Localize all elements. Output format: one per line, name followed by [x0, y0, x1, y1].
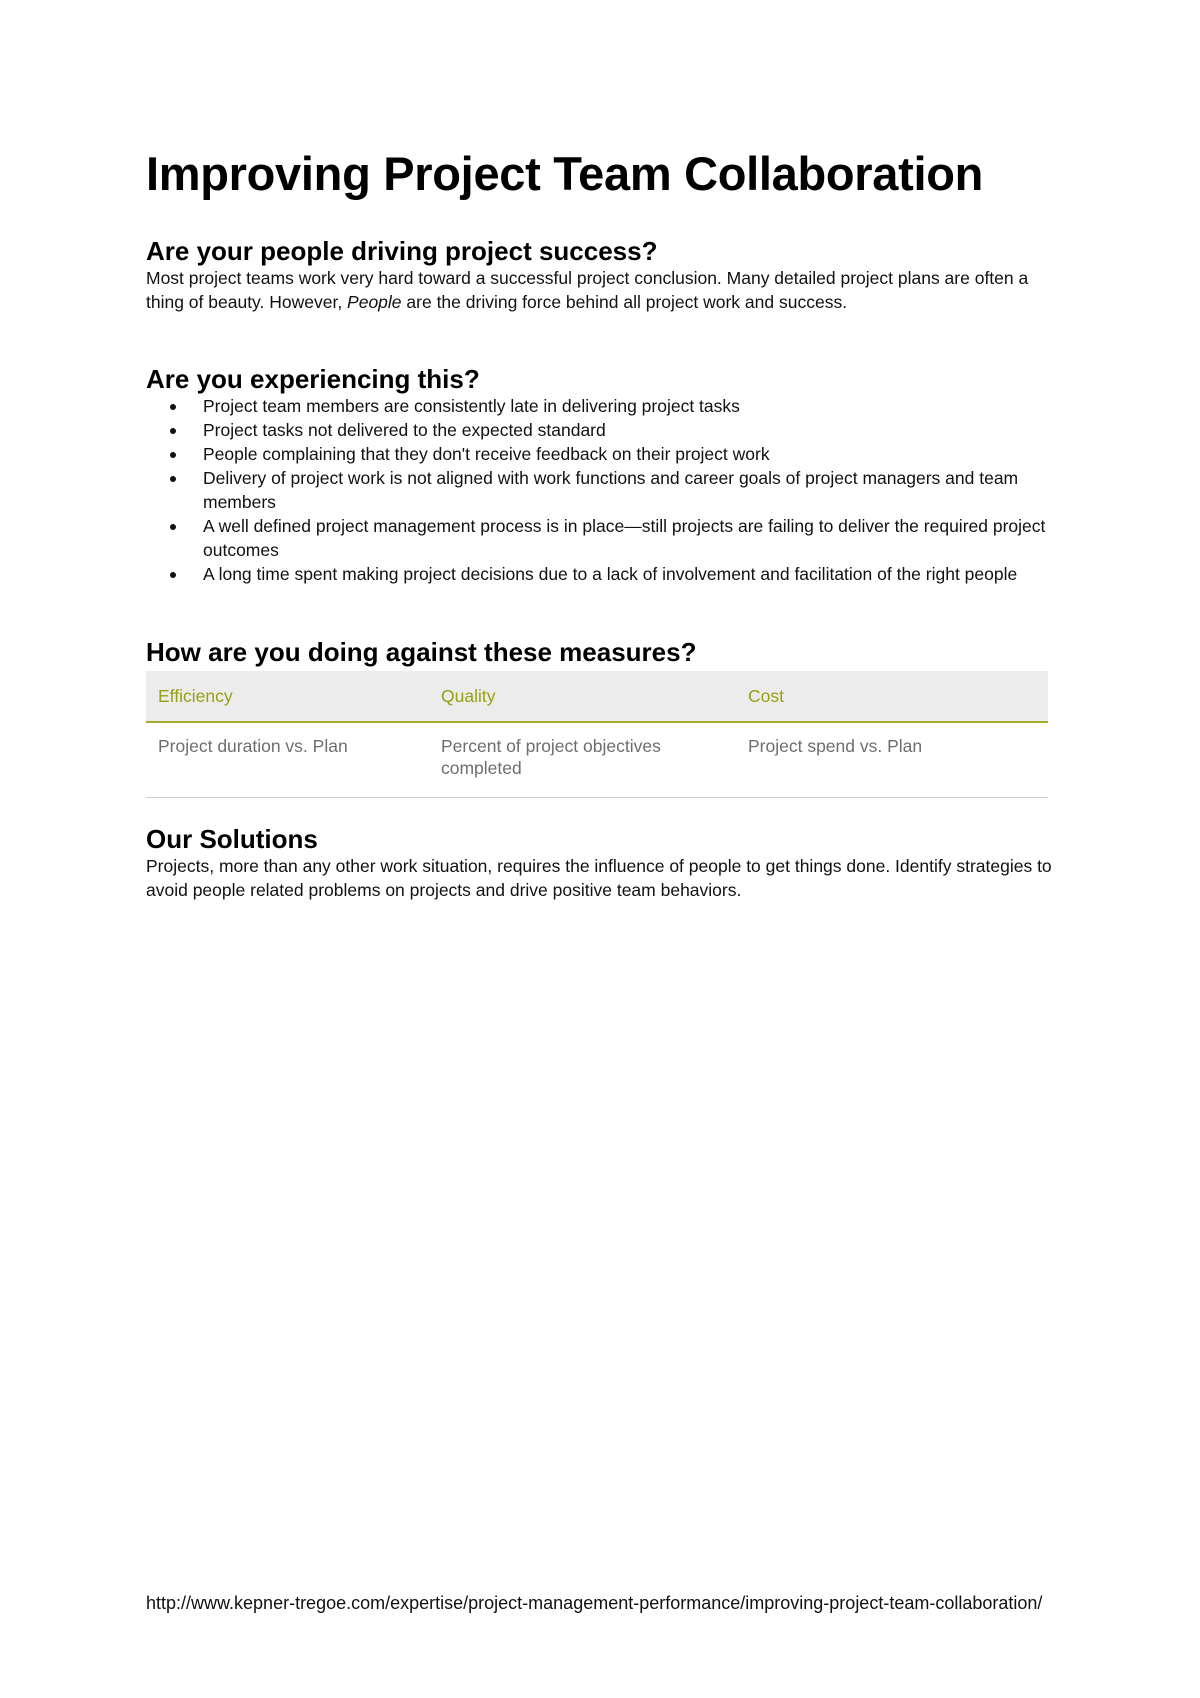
section-heading-measures: How are you doing against these measures?	[146, 637, 697, 667]
page-title: Improving Project Team Collaboration	[146, 147, 984, 200]
bullet-icon	[170, 524, 176, 530]
section-heading-solutions: Our Solutions	[146, 824, 318, 854]
bullet-icon	[170, 428, 176, 434]
column-header-quality: Quality	[429, 671, 736, 722]
column-header-cost: Cost	[736, 671, 1048, 722]
section-experiencing	[146, 364, 1066, 586]
section-heading-success: Are your people driving project success?	[146, 236, 658, 266]
measures-table	[146, 671, 1048, 798]
success-text-end: are the driving force behind all project work and success.	[401, 292, 848, 312]
section-heading-experiencing: Are you experiencing this?	[146, 364, 480, 394]
table-header-row	[146, 671, 1048, 722]
section-solutions	[146, 824, 1066, 902]
list-item: Delivery of project work is not aligned with work functions and career goals of project managers and team members	[146, 466, 1066, 514]
table-cell: Project spend vs. Plan	[736, 722, 1048, 798]
table-row	[146, 722, 1048, 798]
bullet-icon	[170, 476, 176, 482]
list-item: A long time spent making project decisions due to a lack of involvement and facilitation of the right people	[146, 562, 1066, 586]
solutions-paragraph: Projects, more than any other work situation, requires the influence of people to get things done. Identify strategies to avoid people related problems on projects and drive positive team behaviors.	[146, 856, 1052, 900]
table-cell: Project duration vs. Plan	[146, 722, 429, 798]
success-paragraph	[146, 266, 1066, 314]
list-item: A well defined project management process is in place—still projects are failing to deliver the required project outcomes	[146, 514, 1066, 562]
list-item: Project tasks not delivered to the expected standard	[146, 418, 1066, 442]
section-measures	[146, 637, 1066, 798]
experiencing-list	[146, 394, 1066, 586]
list-item: People complaining that they don't receive feedback on their project work	[146, 442, 1066, 466]
table-cell: Percent of project objectives completed	[429, 722, 736, 798]
success-text-start: Most project teams work very hard toward a successful project conclusion. Many detailed project plans are often a thing of beauty. However,	[146, 268, 1029, 312]
bullet-icon	[170, 572, 176, 578]
bullet-icon	[170, 452, 176, 458]
source-url: http://www.kepner-tregoe.com/expertise/project-management-performance/improving-project-team-collaboration/	[146, 1593, 1043, 1613]
section-project-success	[146, 236, 1066, 314]
list-item: Project team members are consistently late in delivering project tasks	[146, 394, 1066, 418]
bullet-icon	[170, 404, 176, 410]
column-header-efficiency: Efficiency	[146, 671, 429, 722]
success-text-emphasis: People	[347, 292, 402, 312]
